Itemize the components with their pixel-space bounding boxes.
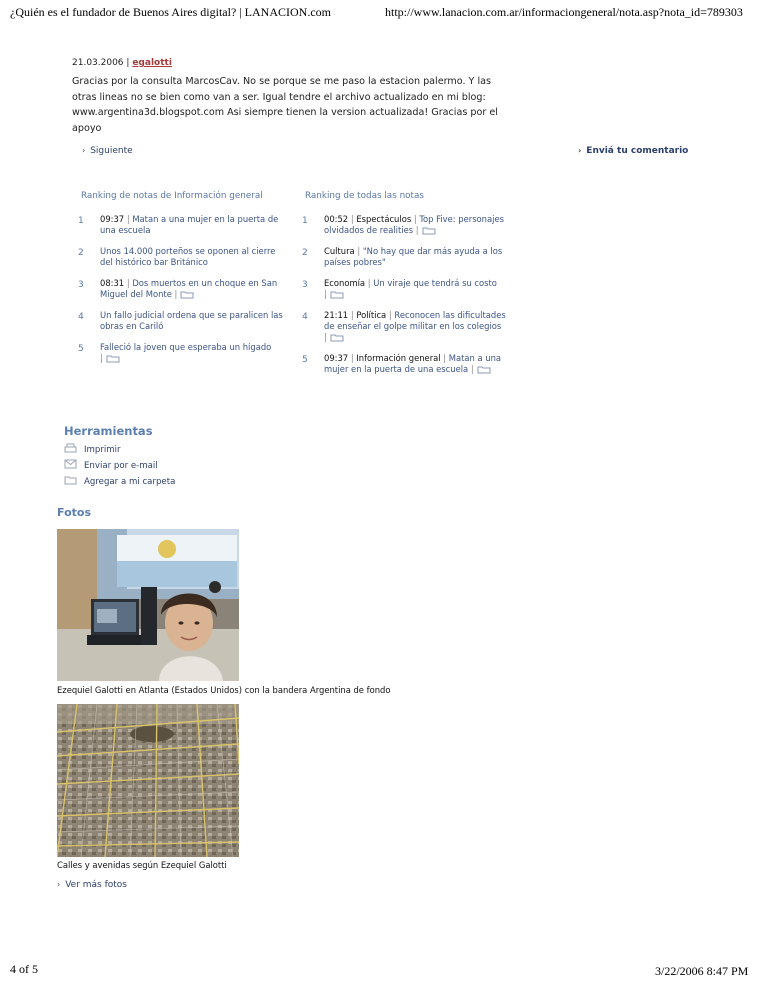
rank-title-link[interactable]: Un viraje que tendrá su costo xyxy=(373,278,497,288)
folder-tool-link[interactable] xyxy=(64,477,175,487)
comment-text: Gracias por la consulta MarcosCav. No se porque se me paso la estacion palermo. Y las otras lineas no se bien como van a ser. Igual tendre el archivo actualizado en mi blog: www.argentina3d.blogspot.com Asi siempre tienen la version actualizada! Gracias por el apoyo xyxy=(72,76,498,134)
next-link[interactable] xyxy=(82,146,133,156)
rank-number: 5 xyxy=(302,355,308,365)
rank-number: 2 xyxy=(78,248,84,258)
rank-time: 21:11 xyxy=(324,310,349,320)
chevron-right-icon: › xyxy=(578,146,582,155)
rank-section: Economía xyxy=(324,278,366,288)
comment-folder-icon[interactable] xyxy=(180,290,194,299)
comment-folder-icon[interactable] xyxy=(330,290,344,299)
rank-title-link[interactable]: Matan a una mujer en la puerta de una escuela xyxy=(324,353,502,374)
rank-separator: | xyxy=(470,364,474,374)
rank-number: 3 xyxy=(78,280,84,290)
photo-galotti-flag[interactable] xyxy=(57,529,239,681)
print-label: Imprimir xyxy=(84,445,121,455)
rank-time: 09:37 xyxy=(324,353,349,363)
print-page-url: http://www.lanacion.com.ar/informaciongeneral/nota.asp?nota_id=789303 xyxy=(385,5,743,19)
email-label: Enviar por e-mail xyxy=(84,461,158,471)
send-comment-link[interactable] xyxy=(578,146,688,156)
rank-title-link[interactable]: Unos 14.000 porteños se oponen al cierre del histórico bar Británico xyxy=(100,246,276,267)
ranking-item[interactable] xyxy=(78,342,283,364)
rank-separator: | xyxy=(126,278,130,288)
rank-number: 4 xyxy=(78,312,84,322)
ranking-item[interactable] xyxy=(302,353,507,375)
next-label: Siguiente xyxy=(90,146,133,156)
rank-separator: | xyxy=(174,289,178,299)
rank-separator: | xyxy=(324,289,327,299)
ranking-all-list xyxy=(302,214,507,385)
ranking-item[interactable] xyxy=(302,246,507,268)
comment-folder-icon[interactable] xyxy=(330,333,344,342)
rank-section: Espectáculos xyxy=(356,214,412,224)
rank-title-link[interactable]: Un fallo judicial ordena que se paralicen las obras en Cariló xyxy=(100,310,283,331)
ranking-general-title: Ranking de notas de Información general xyxy=(81,191,263,201)
folder-label: Agregar a mi carpeta xyxy=(84,477,176,487)
photo-3d-city-image xyxy=(57,704,239,857)
printer-icon xyxy=(64,443,77,454)
chevron-right-icon: › xyxy=(82,146,86,155)
print-datetime: 3/22/2006 8:47 PM xyxy=(655,964,749,978)
comment-folder-icon[interactable] xyxy=(422,226,436,235)
ranking-item[interactable] xyxy=(302,214,507,236)
rank-separator: | xyxy=(388,310,392,320)
rank-separator: | xyxy=(415,225,419,235)
email-tool-link[interactable] xyxy=(64,461,158,471)
more-photos-link[interactable] xyxy=(57,880,127,890)
rank-number: 1 xyxy=(302,216,308,226)
envelope-icon xyxy=(64,459,77,469)
rank-number: 4 xyxy=(302,312,308,322)
rank-title-link[interactable]: Falleció la joven que esperaba un hígado xyxy=(100,342,272,352)
photo-3d-city[interactable] xyxy=(57,704,239,857)
comment-separator: | xyxy=(126,58,130,68)
rank-separator: | xyxy=(350,353,354,363)
rank-separator: | xyxy=(413,214,417,224)
rank-separator: | xyxy=(126,214,130,224)
send-comment-label: Enviá tu comentario xyxy=(586,146,689,156)
print-tool-link[interactable] xyxy=(64,445,121,455)
comment-meta xyxy=(72,58,172,68)
rank-separator: | xyxy=(324,332,327,342)
rank-separator: | xyxy=(100,353,103,363)
rank-separator: | xyxy=(357,246,361,256)
print-page-number: 4 of 5 xyxy=(10,962,38,976)
photo-1-caption: Ezequiel Galotti en Atlanta (Estados Unidos) con la bandera Argentina de fondo xyxy=(57,685,391,695)
ranking-general-list xyxy=(78,214,283,374)
ranking-item[interactable] xyxy=(302,278,507,300)
rank-separator: | xyxy=(350,214,354,224)
rank-separator: | xyxy=(350,310,354,320)
rank-title-link[interactable]: "No hay que dar más ayuda a los países pobres" xyxy=(324,246,503,267)
rank-number: 3 xyxy=(302,280,308,290)
ranking-item[interactable] xyxy=(78,310,283,332)
ranking-item[interactable] xyxy=(78,214,283,236)
chevron-right-icon: › xyxy=(57,880,61,889)
rank-time: 00:52 xyxy=(324,214,349,224)
folder-icon xyxy=(64,475,77,485)
photo-galotti-image xyxy=(57,529,239,681)
rank-title-link[interactable]: Reconocen las dificultades de enseñar el golpe militar en los colegios xyxy=(324,310,506,331)
photo-2-caption: Calles y avenidas según Ezequiel Galotti xyxy=(57,860,227,870)
comment-folder-icon[interactable] xyxy=(106,354,120,363)
rank-number: 5 xyxy=(78,344,84,354)
rank-number: 1 xyxy=(78,216,84,226)
fotos-title: Fotos xyxy=(57,506,91,519)
rank-title-link[interactable]: Dos muertos en un choque en San Miguel del Monte xyxy=(100,278,278,299)
rank-time: 08:31 xyxy=(100,278,125,288)
ranking-item[interactable] xyxy=(78,246,283,268)
rank-section: Información general xyxy=(356,353,441,363)
more-photos-label: Ver más fotos xyxy=(65,880,127,890)
tools-title: Herramientas xyxy=(64,424,153,438)
rank-number: 2 xyxy=(302,248,308,258)
comment-date: 21.03.2006 xyxy=(72,58,124,68)
print-page-title: ¿Quién es el fundador de Buenos Aires digital? | LANACION.com xyxy=(10,5,331,19)
ranking-item[interactable] xyxy=(78,278,283,300)
rank-section: Cultura xyxy=(324,246,355,256)
ranking-item[interactable] xyxy=(302,310,507,343)
rank-separator: | xyxy=(367,278,371,288)
ranking-all-title: Ranking de todas las notas xyxy=(305,191,424,201)
rank-section: Política xyxy=(356,310,387,320)
rank-time: 09:37 xyxy=(100,214,125,224)
comment-author-link[interactable]: egalotti xyxy=(132,58,172,68)
comment-folder-icon[interactable] xyxy=(477,365,491,374)
rank-title-link[interactable]: Matan a una mujer en la puerta de una escuela xyxy=(100,214,279,235)
rank-title-link[interactable]: Top Five: personajes olvidados de realities xyxy=(324,214,504,235)
rank-separator: | xyxy=(443,353,447,363)
